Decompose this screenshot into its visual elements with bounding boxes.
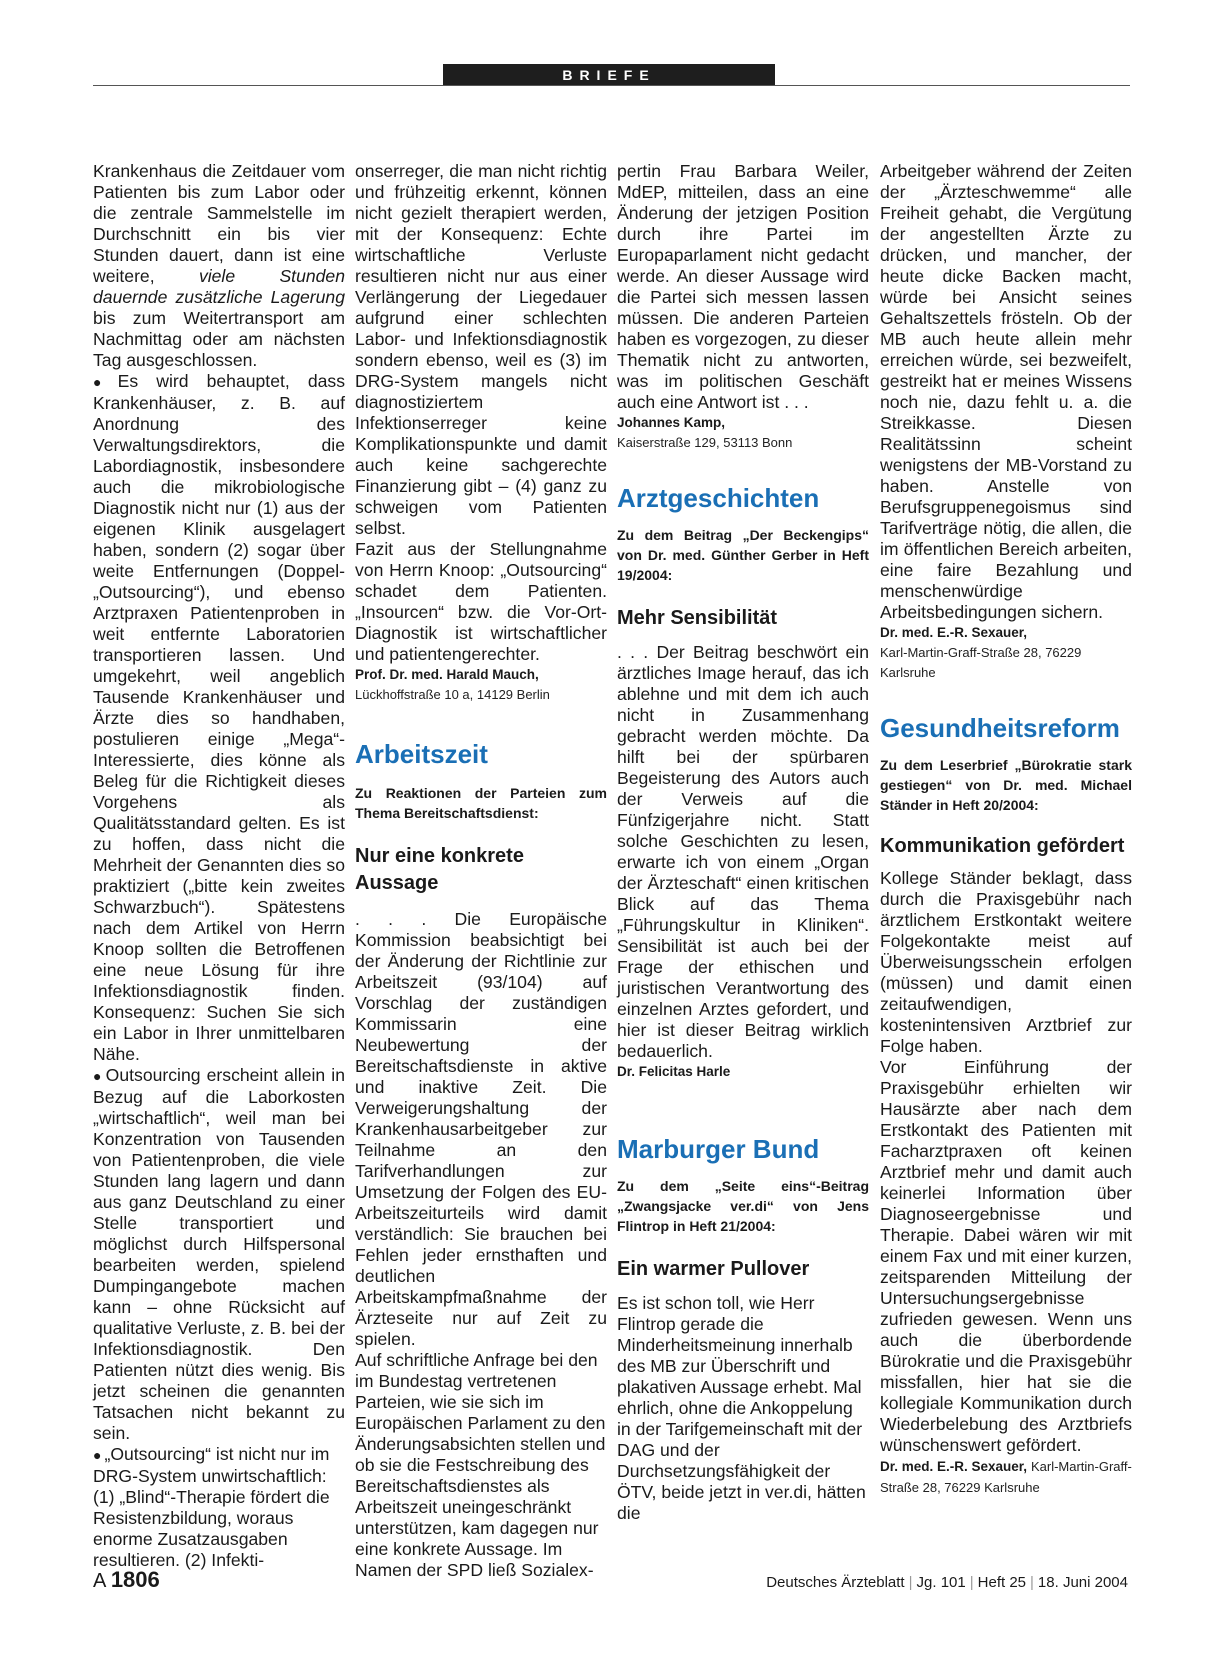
column-1 [93,161,345,1571]
section-title: Arztgeschichten [617,483,820,513]
section-title: Marburger Bund [617,1134,820,1164]
volume: Jg. 101 [916,1574,966,1591]
paragraph: Arbeitgeber während der Zeiten der „Ärzteschwemme“ alle Freiheit gehabt, die Vergütung der angestellten Ärzte zu drücken, und mancher, der heute dicke Backen macht, würde bei Ansicht seines Gehaltszettels frösteln. Ob der MB auch heute allein mehr erreichen würde, sei bezweifelt, gestreikt hat er meines Wissens noch nie, dazu fehlt u. a. die Streikkasse. Diesen Realitätssinn scheint wenigstens der MB-Vorstand zu haben. Anstelle von Berufsgruppenegoismus sind Tarifverträge nötig, die allen, die im öffentlichen Bereich arbeiten, eine faire Bezahlung und menschenwürdige Arbeitsbedingungen sichern. [880,161,1132,622]
author-name: Dr. med. E.-R. Sexauer, [880,625,1028,640]
signature [880,623,1132,683]
section-title: Arbeitszeit [355,739,488,769]
bullet-paragraph: ● „Outsourcing“ ist nicht nur im DRG-System unwirtschaftlich: (1) „Blind“-Therapie fördert die Resistenzbildung, woraus enorme Zusatzausgaben resultieren. (2) Infekti- [93,1444,345,1571]
paragraph: pertin Frau Barbara Weiler, MdEP, mitteilen, dass an eine Änderung der jetzigen Position durch ihre Partei im Europaparlament nicht gedacht werde. An dieser Aussage wird die Partei sich messen lassen müssen. Die anderen Parteien haben es vorgezogen, zu dieser Thematik nicht zu antworten, was im politischen Geschäft auch eine Antwort ist . . . [617,161,869,412]
signature [355,665,607,705]
section-reference: Zu Reaktionen der Parteien zum Thema Bereitschaftsdienst: [355,785,607,821]
paragraph: . . . Die Europäische Kommission beabsichtigt bei der Änderung der Richtlinie zur Arbeitszeit (93/104) auf Vorschlag der zuständigen Kommissarin eine Neubewertung der Bereitschaftsdienste in aktive und inaktive Zeit. Die Verweigerungshaltung der Krankenhausarbeitgeber zur Teilnahme an den Tarifverhandlungen zur Umsetzung der Folgen des EU-Arbeitszeiturteils wird damit verständlich: Sie brauchen bei Fehlen jeder ernsthaften und deutlichen Arbeitskampfmaßnahme der Ärzteseite nur auf Zeit zu spielen. [355,909,607,1349]
paragraph: onserreger, die man nicht richtig und frühzeitig erkennt, können nicht gezielt therapiert werden, mit der Konsequenz: Echte wirtschaftliche Verluste resultieren nicht nur aus einer Verlängerung der Liegedauer aufgrund einer schlechten Labor- und Infektionsdiagnostik sondern ebenso, weil es (3) im DRG-System mangels nicht diagnostiziertem Infektionserreger keine Komplikationspunkte und damit auch keine sachgerechte Finanzierung gibt – (4) ganz zu schweigen vom Patienten selbst. [355,161,607,538]
author-address: Lückhoffstraße 10 a, 14129 Berlin [355,687,550,702]
section-reference: Zu dem Leserbrief „Bürokratie stark gestiegen“ von Dr. med. Michael Ständer in Heft 20/2004: [880,757,1132,813]
section-reference: Zu dem Beitrag „Der Beckengips“ von Dr. med. Günther Gerber in Heft 19/2004: [617,527,869,583]
signature [617,413,869,453]
page-number: A 1806 [93,1567,160,1592]
letter-headline: Kommunikation gefördert [880,835,1125,857]
section-reference: Zu dem „Seite eins“-Beitrag „Zwangsjacke ver.di“ von Jens Flintrop in Heft 21/2004: [617,1178,869,1234]
signature [880,1456,1132,1498]
author-address: Kaiserstraße 129, 53113 Bonn [617,435,793,450]
issue: Heft 25 [977,1574,1027,1591]
column-2 [355,161,607,1581]
column-4 [880,161,1132,1498]
paragraph: Auf schriftliche Anfrage bei den im Bundestag vertretenen Parteien, wie sie sich im Europäischen Parlament zu den Änderungsabsichten stellen und ob sie die Festschreibung des Bereitschaftsdienstes als Arbeitszeit uneingeschränkt unterstützen, kam dagegen nur eine konkrete Aussage. Im Namen der SPD ließ Sozialex- [355,1350,606,1580]
paragraph: Kollege Ständer beklagt, dass durch die Praxisgebühr nach ärztlichem Erstkontakt weitere Folgekontakte meist auf Überweisungsschein erfolgen (müssen) und damit einen zeitaufwendigen, kostenintensiven Arztbrief zur Folge haben. [880,868,1132,1056]
author-name: Prof. Dr. med. Harald Mauch, [355,667,539,682]
section-header: BRIEFE [443,64,775,86]
letter-headline: Nur eine konkrete Aussage [355,845,524,894]
author-name: Dr. med. E.-R. Sexauer, [880,1459,1028,1474]
author-address: Karl-Martin-Graff-Straße 28, 76229 Karlsruhe [880,1459,1132,1495]
bullet-paragraph: ● Outsourcing erscheint allein in Bezug auf die Laborkosten „wirtschaftlich“, weil man bei Konzentration von Tausenden von Patientenproben, die viele Stunden lang lagern und dann aus ganz Deutschland zu einer Stelle transportiert und möglichst durch Hilfspersonal bearbeiten werden, spielend Dumpingangebote machen kann – ohne Rücksicht auf qualitative Verluste, z. B. bei der Infektionsdiagnostik. Den Patienten nützt dies wenig. Bis jetzt scheinen die genannten Tatsachen nicht bekannt zu sein. [93,1065,345,1444]
paragraph: Vor Einführung der Praxisgebühr erhielten wir Hausärzte aber nach dem Erstkontakt des Patienten mit Facharztpraxen oft keinen Arztbrief mehr und damit auch keinerlei Information über Diagnoseergebnisse und Therapie. Dabei wären wir mit einem Fax und mit einer kurzen, zeitsparenden Mitteilung der Untersuchungsergebnisse zufrieden gewesen. Wenn uns auch die überbordende Bürokratie und die Praxisgebühr missfallen, hier hat sie die kollegiale Kommunikation durch Wiederbelebung des Arztbriefs wünschenswert gefördert. [880,1057,1132,1455]
column-3 [617,161,869,1524]
date: 18. Juni 2004 [1037,1574,1128,1591]
page-number-value: 1806 [110,1567,160,1592]
paragraph: Krankenhaus die Zeitdauer vom Patienten bis zum Labor oder die zentrale Sammelstelle im Durchschnitt ein bis vier Stunden dauert, dann ist eine weitere, viele Stunden dauernde zusätzliche Lagerung bis zum Weitertransport am Nachmittag oder am nächsten Tag ausgeschlossen. [93,161,345,370]
paragraph: . . . Der Beitrag beschwört ein ärztliches Image herauf, das ich ablehne und mit dem ich auch nicht in Zusammenhang gebracht werden möchte. Da hilft bei der spürbaren Begeisterung des Autors auch der Verweis auf die Fünfzigerjahre nicht. Statt solche Geschichten zu lesen, erwarte ich von einem „Organ der Ärzteschaft“ einen kritischen Blick auf das Thema „Führungskultur in Kliniken“. Sensibilität ist auch bei der Frage der ethischen und juristischen Verantwortung des einzelnen Arztes gefordert, und hier ist dieser Beitrag wirklich bedauerlich. [617,642,869,1061]
author-address: Karl-Martin-Graff-Straße 28, 76229 Karlsruhe [880,645,1082,680]
journal-name: Deutsches Ärzteblatt [766,1574,905,1591]
header-rule [93,85,1130,86]
section-title: Gesundheitsreform [880,713,1120,743]
paragraph: Es ist schon toll, wie Herr Flintrop gerade die Minderheitsmeinung innerhalb des MB zur Überschrift und plakativen Aussage erhebt. Mal ehrlich, ohne die Ankoppelung in der Tarifgemeinschaft mit der DAG und der Durchsetzungsfähigkeit der ÖTV, beide jetzt in ver.di, hätten die [617,1293,866,1523]
paragraph: Fazit aus der Stellungnahme von Herrn Knoop: „Outsourcing“ schadet dem Patienten. „Insourcen“ bzw. die Vor-Ort-Diagnostik ist wirtschaftlicher und patientengerechter. [355,539,607,664]
letter-headline: Ein warmer Pullover [617,1258,810,1280]
signature [617,1062,869,1082]
bullet-paragraph: ● Es wird behauptet, dass Krankenhäuser, z. B. auf Anordnung des Verwaltungsdirektors, die Labordiagnostik, insbesondere auch die mikrobiologische Diagnostik nicht nur (1) aus der eigenen Klinik ausgelagert haben, sondern (2) sogar über weite Entfernungen (Doppel-„Outsourcing“), und ebenso Arztpraxen Patientenproben in weit entfernte Laboratorien transportieren lassen. Und umgekehrt, weil angeblich Tausende Krankenhäuser und Ärzte dies so handhaben, postulieren einige „Mega“-Interessierte, dies könne als Beleg für die Richtigkeit dieses Vorgehens als Qualitätsstandard gelten. Es ist zu hoffen, dass nicht die Mehrheit der Genannten dies so praktiziert („bitte kein zweites Schwarzbuch“). Spätestens nach dem Artikel von Herrn Knoop sollten die Betroffenen eine neue Lösung für ihre Infektionsdiagnostik finden. Konsequenz: Suchen Sie sich ein Labor in Ihrer unmittelbaren Nähe. [93,371,345,1065]
author-name: Dr. Felicitas Harle [617,1064,731,1079]
publication-info: Deutsches Ärzteblatt | Jg. 101 | Heft 25 | 18. Juni 2004 [766,1574,1128,1591]
letter-headline: Mehr Sensibilität [617,607,778,629]
author-name: Johannes Kamp, [617,415,726,430]
